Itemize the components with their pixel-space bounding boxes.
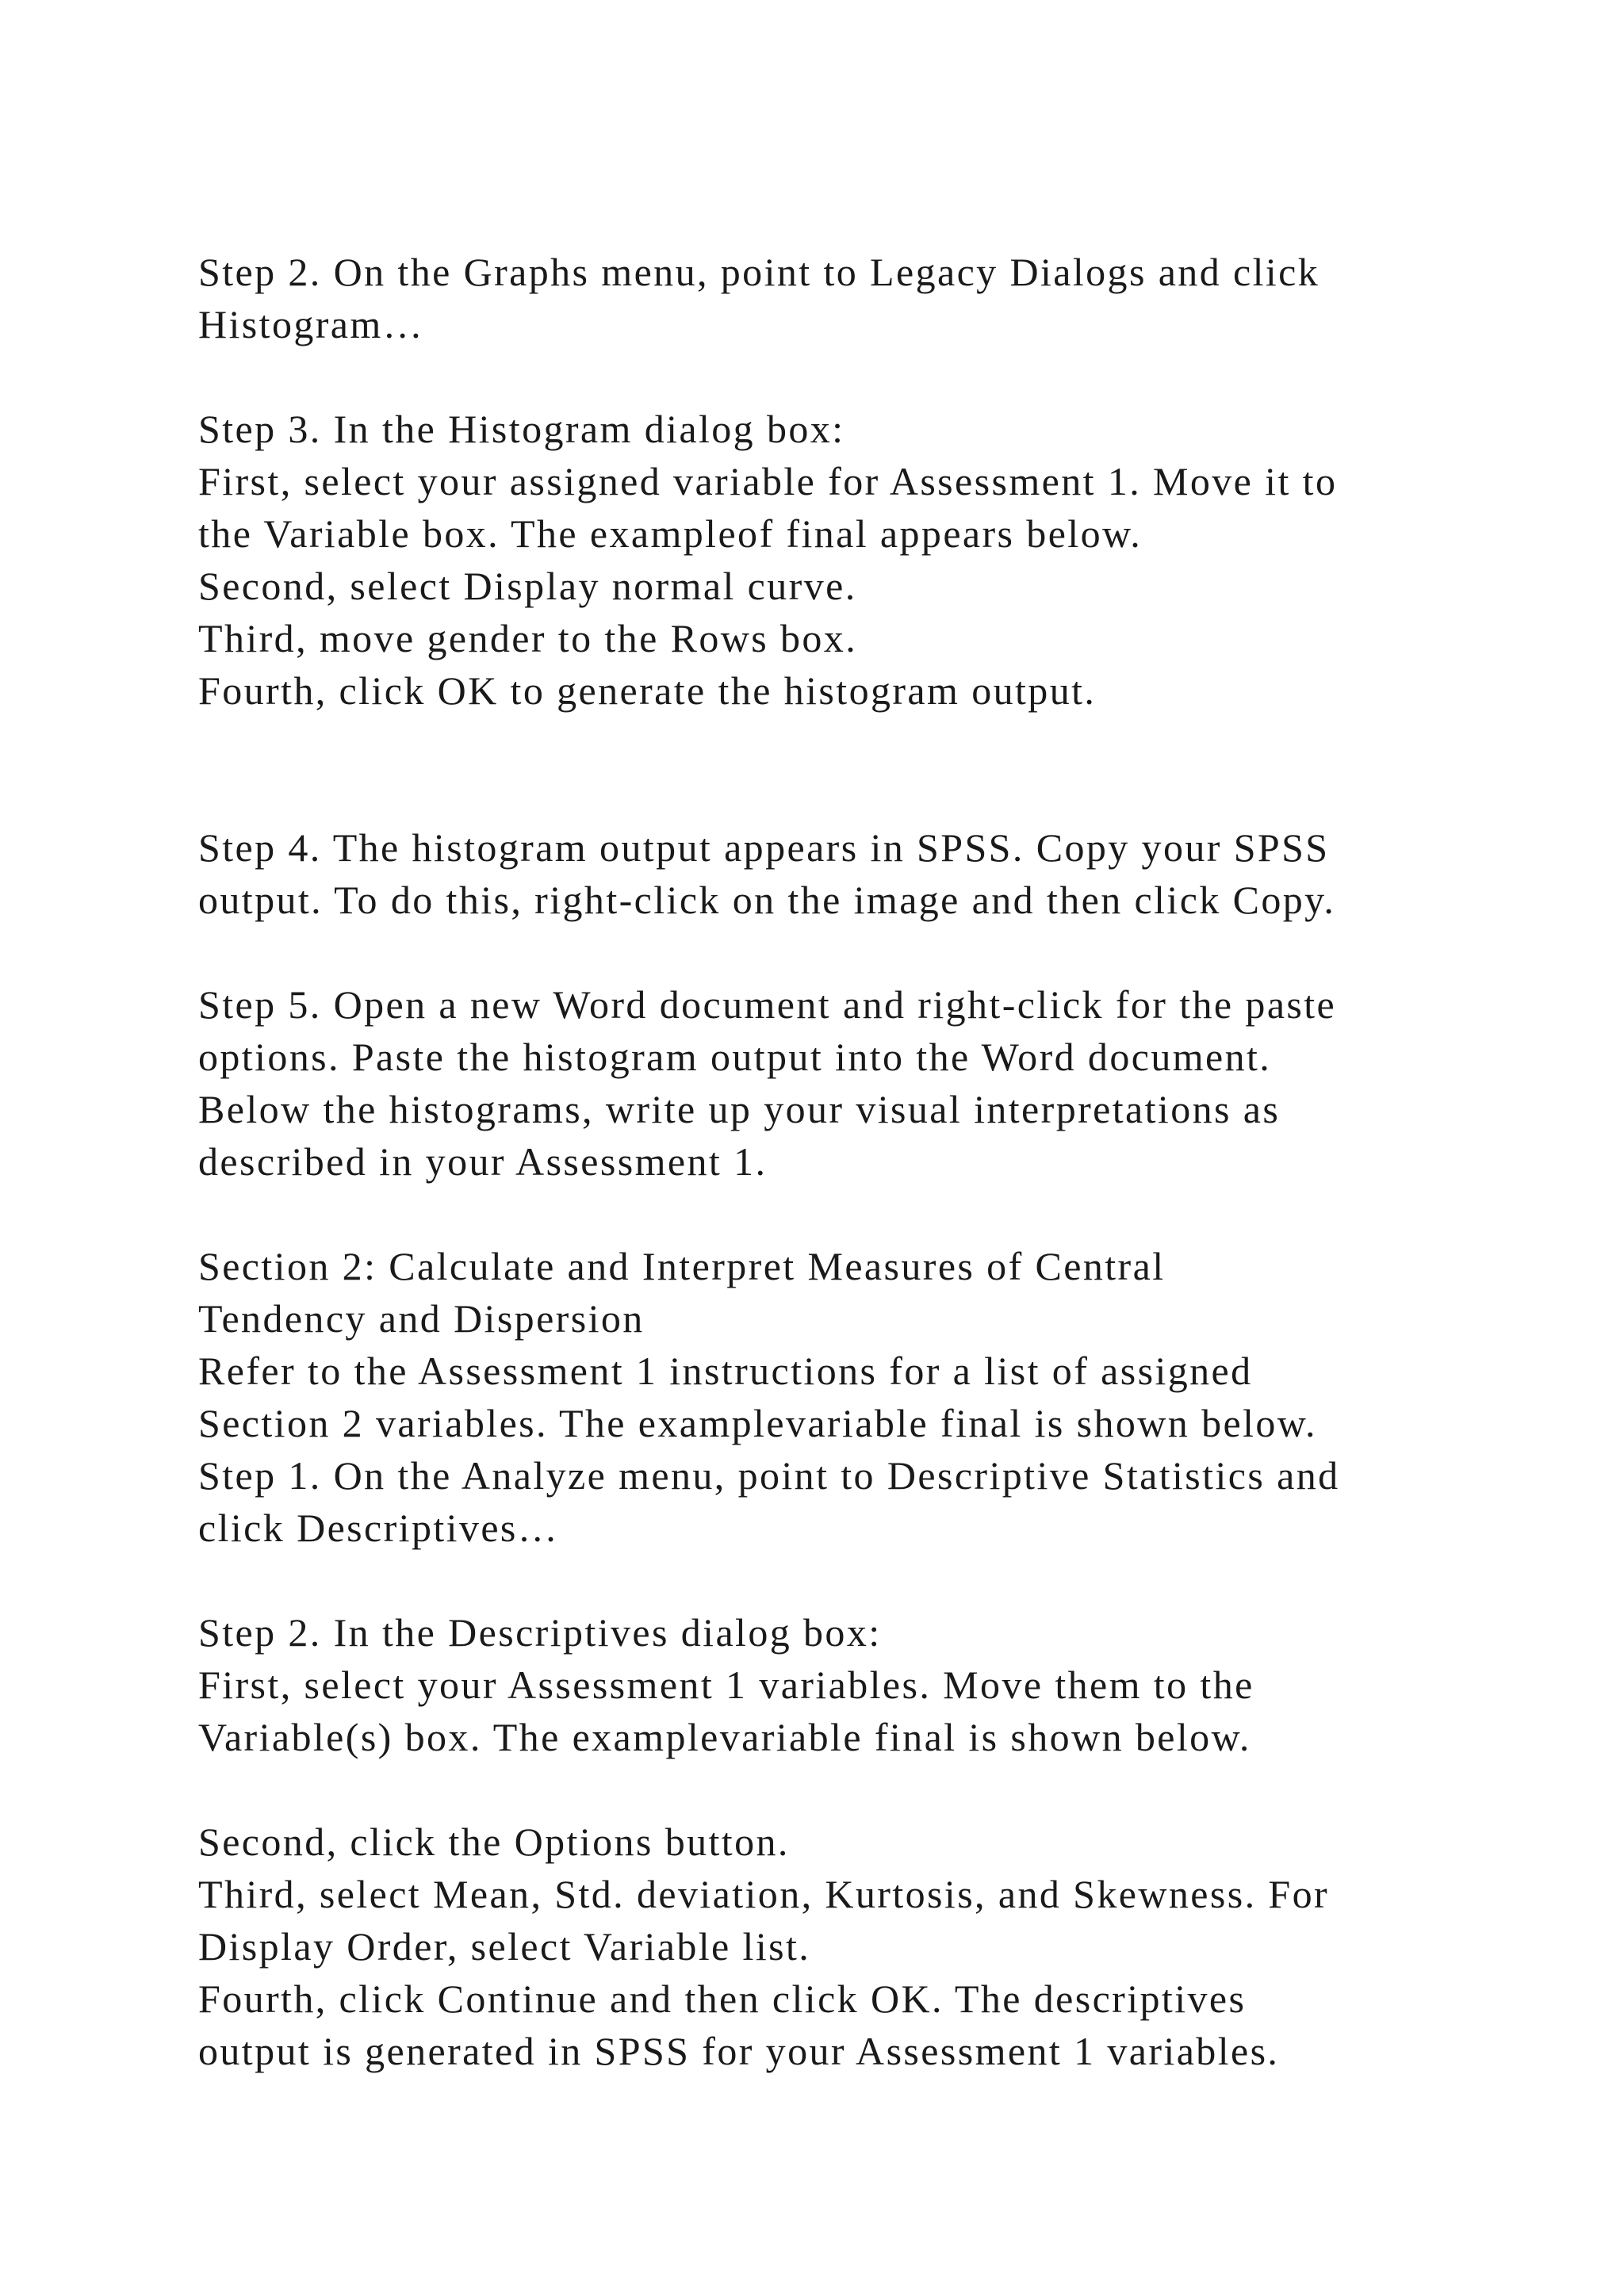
text-line: the Variable box. The exampleof final appears below.	[198, 511, 1143, 556]
text-line: Section 2 variables. The examplevariable final is shown below.	[198, 1401, 1317, 1445]
section-heading-line: Section 2: Calculate and Interpret Measures of Central	[198, 1244, 1166, 1288]
blank-line	[198, 1188, 1546, 1240]
text-line: output. To do this, right-click on the image and then click Copy.	[198, 878, 1336, 922]
text-line: Variable(s) box. The examplevariable final is shown below.	[198, 1715, 1251, 1759]
section-heading-line: Tendency and Dispersion	[198, 1296, 645, 1341]
text-line: described in your Assessment 1.	[198, 1139, 768, 1184]
blank-line	[198, 1554, 1546, 1606]
text-line: Refer to the Assessment 1 instructions for a list of assigned	[198, 1349, 1253, 1393]
blank-line	[198, 769, 1546, 821]
text-line: click Descriptives…	[198, 1506, 560, 1550]
text-line: Fourth, click OK to generate the histogram output.	[198, 668, 1097, 713]
text-line: First, select your Assessment 1 variables. Move them to the	[198, 1663, 1254, 1707]
text-line: Step 1. On the Analyze menu, point to Descriptive Statistics and	[198, 1453, 1340, 1498]
text-line: Step 5. Open a new Word document and right-click for the paste	[198, 982, 1337, 1027]
text-line: Third, move gender to the Rows box.	[198, 616, 858, 660]
text-line: options. Paste the histogram output into the Word document.	[198, 1035, 1272, 1079]
document-body	[198, 246, 1546, 2077]
text-line: Second, select Display normal curve.	[198, 564, 857, 608]
blank-line	[198, 1763, 1546, 1816]
text-line: Third, select Mean, Std. deviation, Kurtosis, and Skewness. For	[198, 1872, 1330, 1916]
text-line: Step 4. The histogram output appears in SPSS. Copy your SPSS	[198, 825, 1330, 870]
text-line: Histogram…	[198, 302, 425, 346]
text-line: Below the histograms, write up your visual interpretations as	[198, 1087, 1281, 1131]
text-line: Step 3. In the Histogram dialog box:	[198, 407, 845, 451]
blank-line	[198, 926, 1546, 978]
text-line: Second, click the Options button.	[198, 1820, 790, 1864]
text-line: Step 2. On the Graphs menu, point to Legacy Dialogs and click	[198, 250, 1320, 294]
blank-line	[198, 717, 1546, 769]
blank-line	[198, 350, 1546, 403]
text-line: First, select your assigned variable for Assessment 1. Move it to	[198, 459, 1338, 503]
text-line: Display Order, select Variable list.	[198, 1924, 811, 1969]
text-line: Fourth, click Continue and then click OK. The descriptives	[198, 1976, 1247, 2021]
text-line: Step 2. In the Descriptives dialog box:	[198, 1610, 882, 1655]
text-line: output is generated in SPSS for your Assessment 1 variables.	[198, 2029, 1280, 2073]
